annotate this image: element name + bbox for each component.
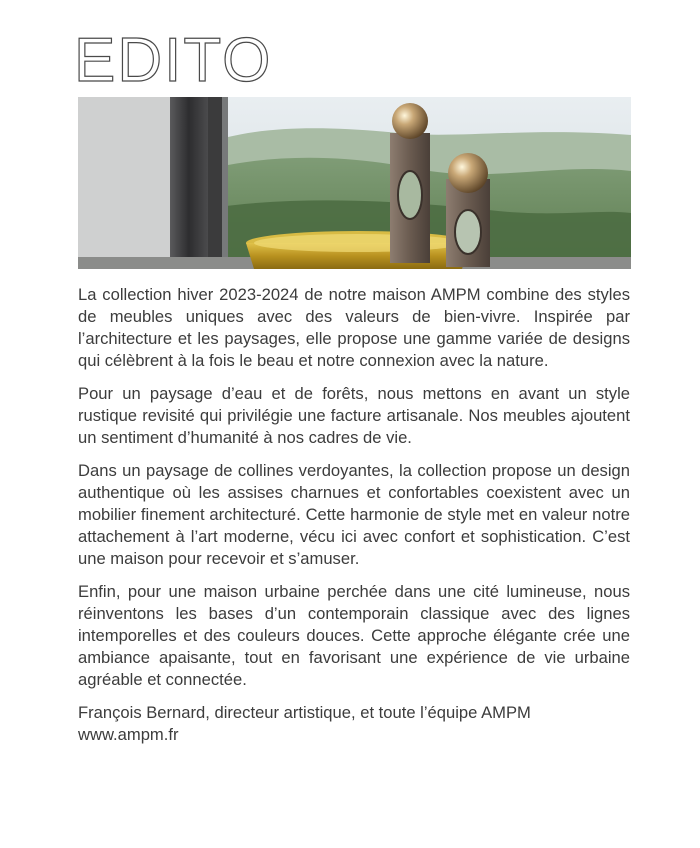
paragraph-1: La collection hiver 2023-2024 de notre maison AMPM combine des styles de meubles uniques avec des valeurs de bien-vivre. Inspirée par l’architecture et les paysages, elle propose une gamme variée de designs qui célèbrent à la fois le beau et notre connexion avec la nature.	[78, 285, 630, 370]
paragraph-3: Dans un paysage de collines verdoyantes, la collection propose un design authentique où les assises charnues et confortables coexistent avec un mobilier finement architecturé. Cette harmonie de style met en valeur notre attachement à l’art moderne, vécu ici avec confort et sophistication. C’est une maison pour recevoir et s’amuser.	[78, 461, 630, 568]
website-link[interactable]: www.ampm.fr	[78, 725, 179, 744]
page-title: EDITO	[74, 26, 273, 95]
hero-photo	[78, 97, 631, 269]
signature-block	[78, 702, 630, 746]
paragraph-2: Pour un paysage d’eau et de forêts, nous mettons en avant un style rustique revisité qui privilégie une facture artisanale. Nos meubles ajoutent un sentiment d’humanité à nos cadres de vie.	[78, 384, 630, 447]
signature: François Bernard, directeur artistique, et toute l’équipe AMPM	[78, 703, 531, 722]
paragraph-4: Enfin, pour une maison urbaine perchée dans une cité lumineuse, nous réinventons les bases d’un contemporain classique avec des lignes intemporelles et des couleurs douces. Cette approche élégante crée une ambiance apaisante, tout en favorisant une expérience de vie urbaine agréable et connectée.	[78, 582, 630, 689]
edito-text	[78, 284, 630, 746]
